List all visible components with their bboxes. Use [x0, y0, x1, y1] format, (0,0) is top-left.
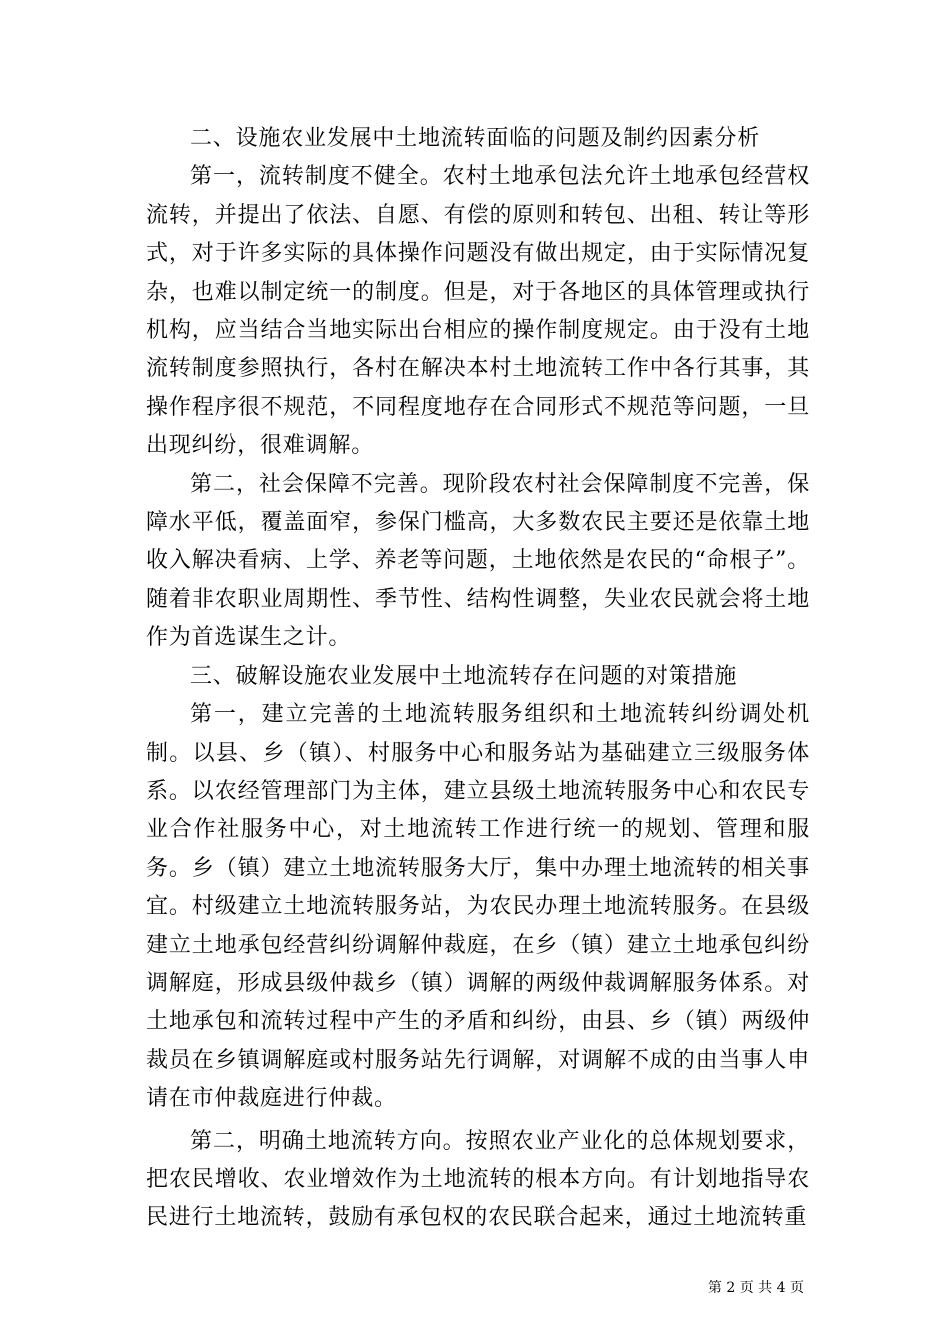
paragraph-service-organization: 第一，建立完善的土地流转服务组织和土地流转纠纷调处机制。以县、乡（镇）、村服务中心和服务站为基础建立三级服务体系。以农经管理部门为主体，建立县级土地流转服务中心和农民专业合作社服务中心，对土地流转工作进行统一的规划、管理和服务。乡（镇）建立土地流转服务大厅，集中办理土地流转的相关事宜。村级建立土地流转服务站，为农民办理土地流转服务。在县级建立土地承包经营纠纷调解仲裁庭，在乡（镇）建立土地承包纠纷调解庭，形成县级仲裁乡（镇）调解的两级仲裁调解服务体系。对土地承包和流转过程中产生的矛盾和纠纷，由县、乡（镇）两级仲裁员在乡镇调解庭或村服务站先行调解，对调解不成的由当事人申请在市仲裁庭进行仲裁。 — [146, 702, 810, 1112]
document-body — [146, 120, 810, 1238]
section-heading-3: 三、破解设施农业发展中土地流转存在问题的对策措施 — [190, 663, 738, 689]
paragraph-transfer-direction: 第二，明确土地流转方向。按照农业产业化的总体规划要求，把农民增收、农业增效作为土地流转的根本方向。有计划地指导农民进行土地流转，鼓励有承包权的农民联合起来，通过土地流转重 — [146, 1128, 810, 1231]
paragraph-transfer-system: 第一，流转制度不健全。农村土地承包法允许土地承包经营权流转，并提出了依法、自愿、有偿的原则和转包、出租、转让等形式，对于许多实际的具体操作问题没有做出规定，由于实际情况复杂，也难以制定统一的制度。但是，对于各地区的具体管理或执行机构，应当结合当地实际出台相应的操作制度规定。由于没有土地流转制度参照执行，各村在解决本村土地流转工作中各行其事，其操作程序很不规范，不同程度地存在合同形式不规范等问题，一旦出现纠纷，很难调解。 — [146, 164, 810, 459]
section-heading-2: 二、设施农业发展中土地流转面临的问题及制约因素分析 — [190, 126, 761, 151]
paragraph-social-security: 第二，社会保障不完善。现阶段农村社会保障制度不完善，保障水平低，覆盖面窄，参保门槛高，大多数农民主要还是依靠土地收入解决看病、上学、养老等问题，土地依然是农民的“命根子”。随着非农职业周期性、季节性、结构性调整，失业农民就会将土地作为首选谋生之计。 — [146, 471, 810, 651]
page-number-footer: 第 2 页 共 4 页 — [707, 1280, 804, 1296]
